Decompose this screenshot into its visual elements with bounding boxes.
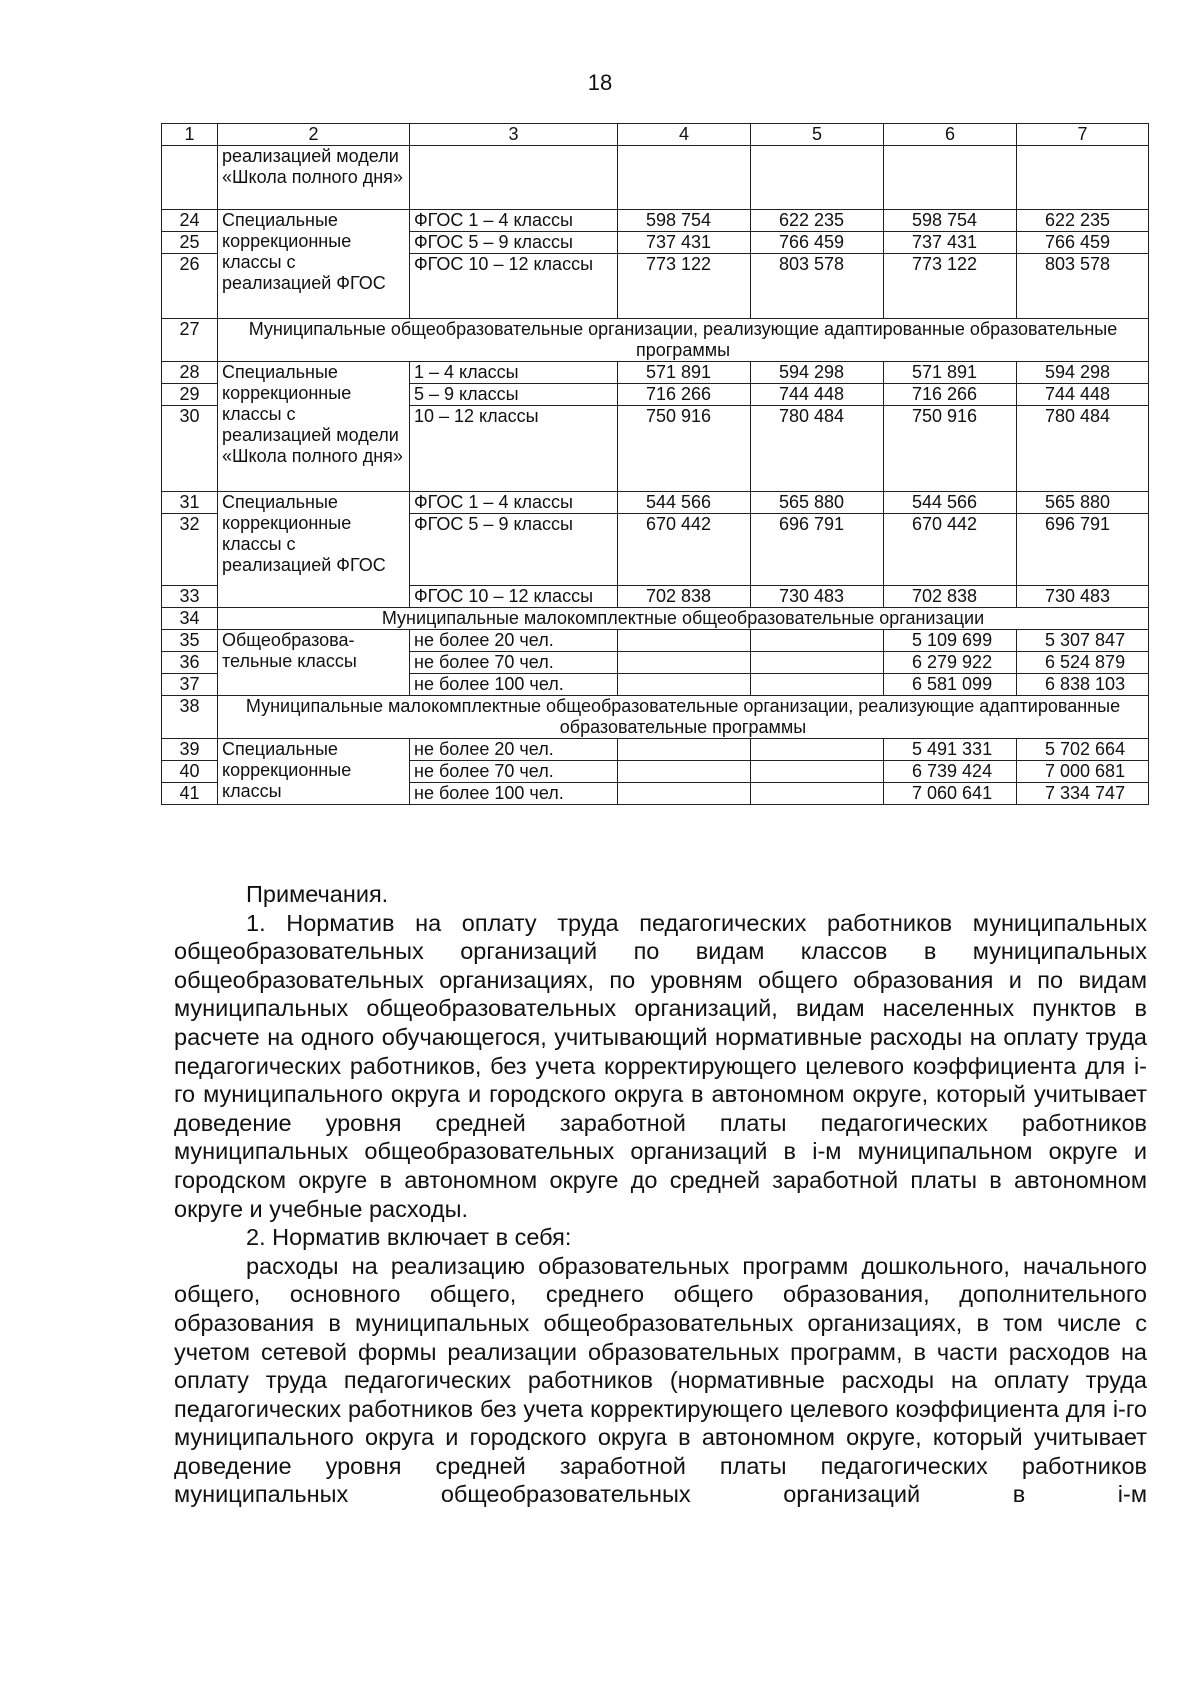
value-cell: 744 448 (751, 384, 884, 406)
value-cell: 730 483 (1017, 586, 1149, 608)
value-cell: 803 578 (751, 254, 884, 319)
table-row (162, 210, 1149, 232)
class-type: не более 100 чел. (410, 674, 618, 696)
class-type: ФГОС 1 – 4 классы (410, 210, 618, 232)
row-number: 35 (162, 630, 218, 652)
row-number: 26 (162, 254, 218, 319)
value-cell (618, 783, 751, 805)
section-title: Муниципальные малокомплектные общеобразовательные организации, реализующие адаптированные образовательные программы (218, 696, 1149, 739)
header-cell: 3 (410, 124, 618, 146)
value-cell: 6 524 879 (1017, 652, 1149, 674)
table-row (162, 739, 1149, 761)
class-type: 1 – 4 классы (410, 362, 618, 384)
value-cell: 6 739 424 (884, 761, 1017, 783)
row-number: 29 (162, 384, 218, 406)
value-cell: 571 891 (884, 362, 1017, 384)
section-row (162, 319, 1149, 362)
row-number: 25 (162, 232, 218, 254)
value-cell (751, 674, 884, 696)
class-type: не более 100 чел. (410, 783, 618, 805)
value-cell: 803 578 (1017, 254, 1149, 319)
header-cell: 7 (1017, 124, 1149, 146)
row-number: 41 (162, 783, 218, 805)
value-cell: 744 448 (1017, 384, 1149, 406)
group-label: Специальные коррекционные классы с реализацией модели «Школа полного дня» (218, 362, 410, 492)
value-cell: 737 431 (884, 232, 1017, 254)
row-number: 28 (162, 362, 218, 384)
value-cell: 622 235 (1017, 210, 1149, 232)
value-cell: 7 000 681 (1017, 761, 1149, 783)
section-row (162, 696, 1149, 739)
value-cell (751, 761, 884, 783)
value-cell: 716 266 (884, 384, 1017, 406)
value-cell: 622 235 (751, 210, 884, 232)
row-number: 40 (162, 761, 218, 783)
value-cell: 696 791 (1017, 514, 1149, 586)
table-header-row (162, 124, 1149, 146)
normative-table (161, 123, 1149, 805)
value-cell: 6 838 103 (1017, 674, 1149, 696)
table-row (162, 146, 1149, 210)
value-cell: 565 880 (751, 492, 884, 514)
class-type: не более 20 чел. (410, 630, 618, 652)
class-type: ФГОС 1 – 4 классы (410, 492, 618, 514)
value-cell (751, 739, 884, 761)
group-label: Общеобразова-тельные классы (218, 630, 410, 696)
header-cell: 6 (884, 124, 1017, 146)
class-type: 10 – 12 классы (410, 406, 618, 492)
group-label: реализацией модели «Школа полного дня» (218, 146, 410, 210)
table-row (162, 492, 1149, 514)
row-number: 32 (162, 514, 218, 586)
class-type: 5 – 9 классы (410, 384, 618, 406)
value-cell: 780 484 (751, 406, 884, 492)
value-cell: 594 298 (1017, 362, 1149, 384)
value-cell (618, 652, 751, 674)
header-cell: 2 (218, 124, 410, 146)
row-number: 31 (162, 492, 218, 514)
value-cell: 5 307 847 (1017, 630, 1149, 652)
value-cell: 7 334 747 (1017, 783, 1149, 805)
value-cell: 7 060 641 (884, 783, 1017, 805)
value-cell (751, 652, 884, 674)
value-cell: 750 916 (884, 406, 1017, 492)
row-number: 33 (162, 586, 218, 608)
class-type: ФГОС 10 – 12 классы (410, 586, 618, 608)
value-cell: 773 122 (884, 254, 1017, 319)
value-cell: 670 442 (618, 514, 751, 586)
value-cell: 571 891 (618, 362, 751, 384)
row-number: 34 (162, 608, 218, 630)
header-cell: 5 (751, 124, 884, 146)
value-cell: 594 298 (751, 362, 884, 384)
value-cell: 696 791 (751, 514, 884, 586)
value-cell (618, 630, 751, 652)
class-type: ФГОС 10 – 12 классы (410, 254, 618, 319)
value-cell: 598 754 (884, 210, 1017, 232)
note-1: 1. Норматив на оплату труда педагогических работников муниципальных общеобразовательных организаций по видам классов в муниципальных общеобразовательных организациях, по уровням общего образования и по видам муниципальных общеобразовательных организаций, видам населенных пунктов в расчете на одного обучающегося, учитывающий нормативные расходы на оплату труда педагогических работников, без учета корректирующего целевого коэффициента для i-го муниципального округа и городского округа в автономном округе, который учитывает доведение уровня средней заработной платы педагогических работников муниципальных общеобразовательных организаций в i-м муниципальном округе и городском округе в автономном округе до средней заработной платы в автономном округе и учебные расходы. (174, 909, 1147, 1222)
value-cell (618, 761, 751, 783)
value-cell: 598 754 (618, 210, 751, 232)
header-cell: 1 (162, 124, 218, 146)
page-number: 18 (587, 70, 613, 95)
value-cell: 766 459 (1017, 232, 1149, 254)
value-cell: 544 566 (884, 492, 1017, 514)
value-cell: 702 838 (618, 586, 751, 608)
class-type: не более 70 чел. (410, 652, 618, 674)
group-label: Специальные коррекционные классы (218, 739, 410, 805)
class-type: ФГОС 5 – 9 классы (410, 514, 618, 586)
section-title: Муниципальные общеобразовательные организации, реализующие адаптированные образовательные программы (218, 319, 1149, 362)
section-title: Муниципальные малокомплектные общеобразовательные организации (218, 608, 1149, 630)
row-number: 37 (162, 674, 218, 696)
value-cell (751, 783, 884, 805)
notes-heading: Примечания. (246, 881, 389, 907)
table-row (162, 362, 1149, 384)
value-cell: 6 279 922 (884, 652, 1017, 674)
row-number: 27 (162, 319, 218, 362)
value-cell: 5 491 331 (884, 739, 1017, 761)
notes-section (174, 880, 1147, 1509)
group-label: Специальные коррекционные классы с реализацией ФГОС (218, 210, 410, 319)
group-label: Специальные коррекционные классы с реализацией ФГОС (218, 492, 410, 608)
row-number: 38 (162, 696, 218, 739)
value-cell: 5 702 664 (1017, 739, 1149, 761)
value-cell: 702 838 (884, 586, 1017, 608)
value-cell: 6 581 099 (884, 674, 1017, 696)
value-cell (618, 739, 751, 761)
value-cell: 773 122 (618, 254, 751, 319)
value-cell (751, 630, 884, 652)
value-cell: 730 483 (751, 586, 884, 608)
note-2: 2. Норматив включает в себя: (246, 1224, 572, 1251)
row-number: 24 (162, 210, 218, 232)
class-type: не более 70 чел. (410, 761, 618, 783)
value-cell: 780 484 (1017, 406, 1149, 492)
note-2-body: расходы на реализацию образовательных программ дошкольного, начального общего, основного общего, среднего общего образования, дополнительного образования в муниципальных общеобразовательных организациях, в том числе с учетом сетевой формы реализации образовательных программ, в части расходов на оплату труда педагогических работников (нормативные расходы на оплату труда педагогических работников без учета корректирующего целевого коэффициента для i-го муниципального округа и городского округа в автономном округе, который учитывает доведение уровня средней заработной платы педагогических работников муниципальных общеобразовательных организаций в i-м (174, 1252, 1147, 1508)
section-row (162, 608, 1149, 630)
class-type: ФГОС 5 – 9 классы (410, 232, 618, 254)
value-cell: 737 431 (618, 232, 751, 254)
value-cell: 5 109 699 (884, 630, 1017, 652)
value-cell: 565 880 (1017, 492, 1149, 514)
value-cell: 766 459 (751, 232, 884, 254)
value-cell: 716 266 (618, 384, 751, 406)
header-cell: 4 (618, 124, 751, 146)
row-number: 30 (162, 406, 218, 492)
value-cell: 670 442 (884, 514, 1017, 586)
class-type: не более 20 чел. (410, 739, 618, 761)
table-row (162, 630, 1149, 652)
row-number: 39 (162, 739, 218, 761)
row-number: 36 (162, 652, 218, 674)
value-cell: 750 916 (618, 406, 751, 492)
value-cell: 544 566 (618, 492, 751, 514)
value-cell (618, 674, 751, 696)
